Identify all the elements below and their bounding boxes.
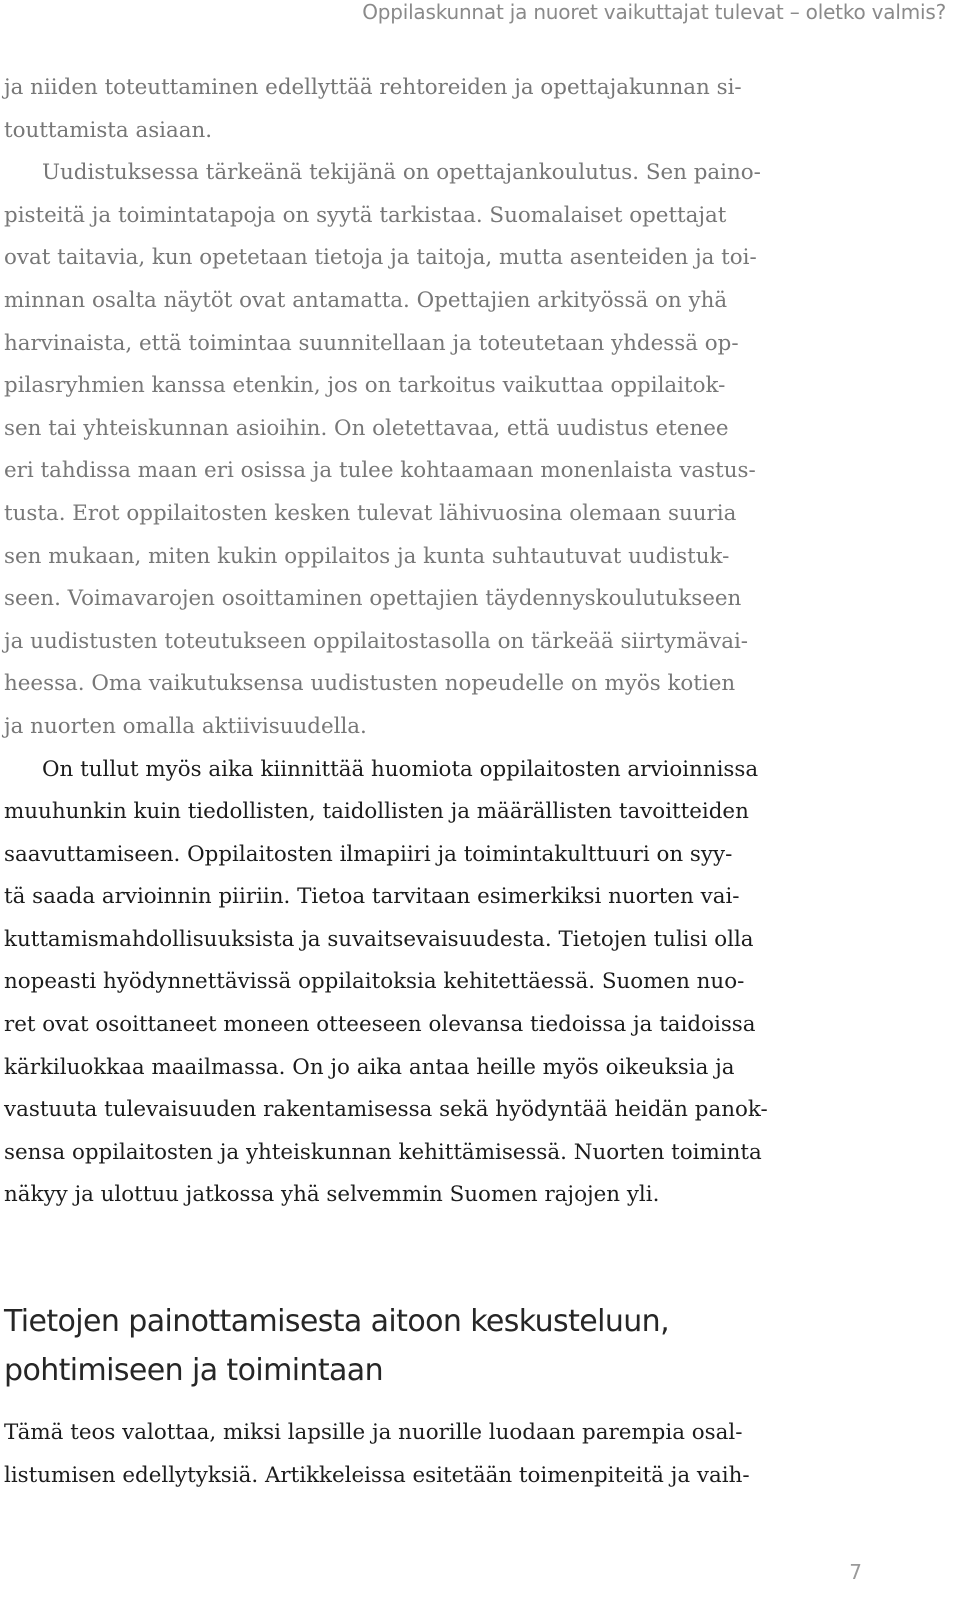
text-line: Tämä teos valottaa, miksi lapsille ja nuorille luodaan parempia osal- (4, 1420, 743, 1445)
text-line: listumisen edellytyksiä. Artikkeleissa esitetään toimenpiteitä ja vaih- (4, 1462, 750, 1488)
text-line: ovat taitavia, kun opetetaan tietoja ja taitoja, mutta asenteiden ja toi- (4, 245, 757, 271)
text-line: saavuttamiseen. Oppilaitosten ilmapiiri ja toimintakulttuuri on syy- (4, 841, 733, 867)
text-line: ja uudistusten toteutukseen oppilaitostasolla on tärkeää siirtymävai- (4, 628, 749, 654)
text-line: tusta. Erot oppilaitosten kesken tulevat lähivuosina olemaan suuria (4, 500, 737, 526)
section-heading (4, 1297, 669, 1395)
text-line: sen mukaan, miten kukin oppilaitos ja kunta suhtautuvat uudistuk- (4, 543, 730, 569)
text-line: touttamista asiaan. (4, 117, 213, 143)
text-line: sensa oppilaitosten ja yhteiskunnan kehittämisessä. Nuorten toiminta (4, 1139, 762, 1165)
text-line: kärkiluokkaa maailmassa. On jo aika antaa heille myös oikeuksia ja (4, 1054, 735, 1080)
text-line: kuttamismahdollisuuksista ja suvaitsevaisuudesta. Tietojen tulisi olla (4, 926, 754, 952)
text-line: pisteitä ja toimintatapoja on syytä tarkistaa. Suomalaiset opettajat (4, 202, 727, 228)
text-line: Uudistuksessa tärkeänä tekijänä on opettajankoulutus. Sen paino- (42, 160, 761, 186)
text-line: nopeasti hyödynnettävissä oppilaitoksia kehitettäessä. Suomen nuo- (4, 969, 745, 995)
text-line: sen tai yhteiskunnan asioihin. On oletettavaa, että uudistus etenee (4, 415, 729, 441)
text-line: harvinaista, että toimintaa suunnitellaan ja toteutetaan yhdessä op- (4, 330, 739, 356)
text-line: vastuuta tulevaisuuden rakentamisessa sekä hyödyntää heidän panok- (4, 1097, 768, 1123)
text-line: On tullut myös aika kiinnittää huomiota oppilaitosten arvioinnissa (42, 756, 759, 782)
text-line: minnan osalta näytöt ovat antamatta. Opettajien arkityössä on yhä (4, 287, 728, 313)
text-line: tä saada arvioinnin piiriin. Tietoa tarvitaan esimerkiksi nuorten vai- (4, 884, 740, 910)
heading-line: pohtimiseen ja toimintaan (4, 1353, 383, 1388)
text-line: heessa. Oma vaikutuksensa uudistusten nopeudelle on myös kotien (4, 671, 736, 697)
running-head: Oppilaskunnat ja nuoret vaikuttajat tulevat – oletko valmis? (362, 0, 946, 24)
paragraph-renewal (4, 67, 868, 1217)
text-line: muuhunkin kuin tiedollisten, taidollisten ja määrällisten tavoitteiden (4, 799, 749, 825)
paragraph-intro (4, 1412, 868, 1497)
text-line: seen. Voimavarojen osoittaminen opettajien täydennyskoulutukseen (4, 586, 742, 612)
heading-line: Tietojen painottamisesta aitoon keskusteluun, (4, 1304, 670, 1339)
page-number: 7 (849, 1560, 862, 1584)
text-line: näkyy ja ulottuu jatkossa yhä selvemmin Suomen rajojen yli. (4, 1182, 660, 1208)
text-line: ret ovat osoittaneet moneen otteeseen olevansa tiedoissa ja taidoissa (4, 1012, 756, 1038)
text-line: ja niiden toteuttaminen edellyttää rehtoreiden ja opettajakunnan si- (4, 75, 742, 100)
text-line: ja nuorten omalla aktiivisuudella. (4, 713, 367, 739)
text-line: eri tahdissa maan eri osissa ja tulee kohtaamaan monenlaista vastus- (4, 458, 756, 484)
text-line: pilasryhmien kanssa etenkin, jos on tarkoitus vaikuttaa oppilaitok- (4, 373, 726, 399)
